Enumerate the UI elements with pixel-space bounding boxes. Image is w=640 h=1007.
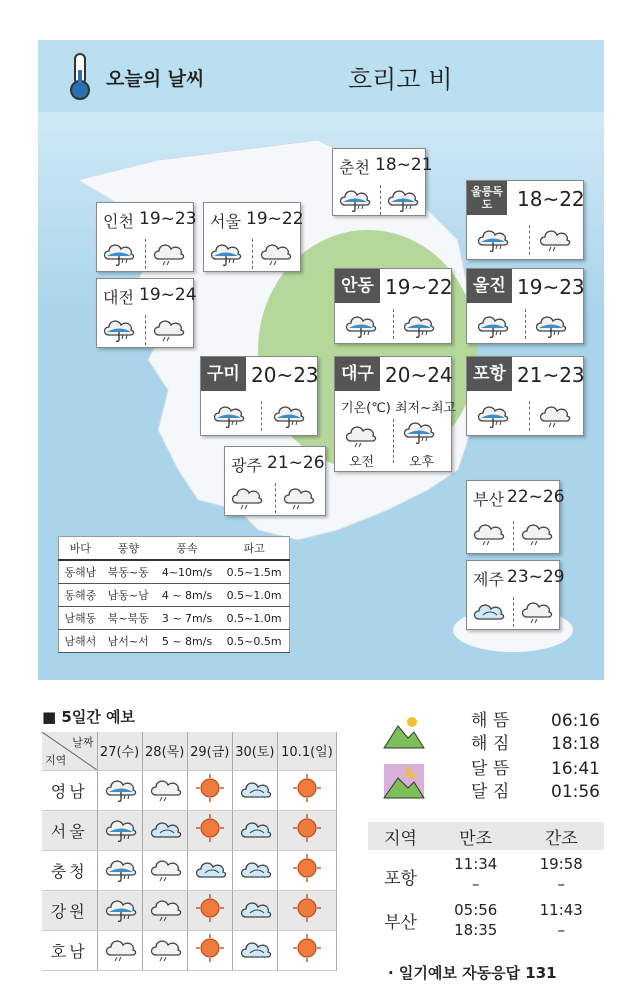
rain-icon — [271, 399, 305, 429]
sun-icon — [290, 952, 324, 967]
tide-table: 지역 만조 간조 포항 11:34 – 19:58 – 부산 05:56 18:35 11:43 – — [368, 822, 604, 940]
city-name: 제주 — [473, 570, 504, 589]
rain-icon — [103, 832, 137, 847]
city-temp: 21~26 — [267, 453, 325, 473]
legend-pm: 오후 — [409, 455, 435, 470]
city-temp: 19~22 — [385, 275, 453, 299]
city-temp: 19~24 — [139, 285, 197, 305]
cloud-icon — [151, 313, 185, 343]
table-row: 부산 05:56 18:35 11:43 – — [384, 901, 583, 939]
sun-icon — [193, 792, 227, 807]
table-row: 포항 11:34 – 19:58 – — [384, 855, 583, 893]
rain-icon — [337, 183, 371, 213]
partly-cloudy-icon — [148, 832, 182, 847]
city-card-incheon — [96, 202, 197, 272]
sea-header: 풍속 — [155, 537, 219, 561]
weather-condition: 흐리고 비 — [348, 65, 453, 94]
city-temp: 19~22 — [246, 209, 304, 229]
corner-cell: 날짜 지역 — [42, 732, 97, 770]
city-card-daejeon — [96, 278, 197, 348]
sun-icon — [290, 912, 324, 927]
table-row: 영남 — [42, 770, 337, 810]
city-card-gwangju — [224, 446, 326, 516]
cloud-icon — [103, 952, 137, 967]
city-name: 춘천 — [339, 158, 370, 177]
sun-icon — [193, 952, 227, 967]
legend-text: 기온(℃) 최저~최고 — [341, 401, 457, 416]
city-temp: 20~23 — [251, 363, 319, 387]
table-row: 서울 — [42, 810, 337, 850]
sea-header: 풍향 — [102, 537, 155, 561]
city-card-daegu — [334, 356, 457, 472]
sun-icon — [193, 912, 227, 927]
city-name: 광주 — [231, 456, 262, 475]
city-name: 울진 — [467, 269, 512, 303]
table-row: 동해남 북동~동 4~10m/s 0.5~1.5m — [59, 560, 290, 584]
rain-icon — [101, 313, 135, 343]
table-row: 남해서 남서~서 5 ~ 8m/s 0.5~0.5m — [59, 630, 290, 653]
rain-icon — [101, 237, 135, 267]
city-card-pohang — [466, 356, 584, 436]
cloud-icon — [229, 481, 263, 511]
footer-text: · 일기예보 자동응답 131 — [388, 964, 557, 982]
city-card-seoul — [203, 202, 304, 272]
day-header: 29(금) — [187, 732, 232, 770]
city-temp: 20~24 — [385, 363, 453, 387]
cloud-icon — [148, 872, 182, 887]
city-name: 포항 — [467, 357, 512, 391]
city-name: 인천 — [103, 212, 134, 231]
rain-icon — [385, 183, 419, 213]
day-header: 30(토) — [232, 732, 277, 770]
table-row: 충청 — [42, 850, 337, 890]
rain-icon — [401, 309, 435, 339]
sea-header: 바다 — [59, 537, 102, 561]
cloud-icon — [148, 912, 182, 927]
city-temp: 19~23 — [517, 275, 585, 299]
city-name: 안동 — [335, 269, 380, 303]
city-name: 대전 — [103, 288, 134, 307]
rain-icon — [211, 399, 245, 429]
city-temp: 21~23 — [517, 363, 585, 387]
city-temp: 23~29 — [507, 567, 565, 587]
city-card-busan — [466, 480, 565, 554]
partly-cloudy-icon — [193, 872, 227, 887]
rain-icon — [103, 912, 137, 927]
rain-icon — [103, 872, 137, 887]
page-title: 오늘의 날씨 — [106, 68, 205, 90]
sun-icon — [290, 872, 324, 887]
rain-icon — [475, 223, 509, 253]
partly-cloudy-icon — [471, 595, 505, 625]
city-card-chuncheon — [332, 148, 433, 216]
thermometer-icon — [66, 52, 94, 102]
partly-cloudy-icon — [238, 872, 272, 887]
partly-cloudy-icon — [238, 832, 272, 847]
partly-cloudy-icon — [238, 792, 272, 807]
sun-icon — [193, 832, 227, 847]
cloud-icon — [519, 517, 553, 547]
day-header: 28(목) — [142, 732, 187, 770]
city-temp: 19~23 — [139, 209, 197, 229]
sea-header: 파고 — [219, 537, 289, 561]
rain-icon — [475, 309, 509, 339]
table-row: 호남 — [42, 930, 337, 970]
rain-icon — [343, 309, 377, 339]
rain-icon — [208, 237, 242, 267]
city-card-gumi — [200, 356, 318, 436]
sea-table — [58, 536, 290, 653]
cloud-icon — [258, 237, 292, 267]
city-card-uljin — [466, 268, 584, 344]
cloud-icon — [148, 952, 182, 967]
city-name: 서울 — [210, 212, 241, 231]
cloud-icon — [471, 517, 505, 547]
cloud-icon — [537, 399, 571, 429]
city-card-andong — [334, 268, 452, 344]
cloud-icon — [537, 223, 571, 253]
day-header: 10.1(일) — [277, 732, 336, 770]
cloud-icon — [151, 237, 185, 267]
table-row: 강원 — [42, 890, 337, 930]
city-name: 구미 — [201, 357, 246, 391]
city-temp: 18~21 — [375, 155, 433, 175]
city-name: 부산 — [473, 490, 504, 509]
table-row: 동해중 남동~남 4 ~ 8m/s 0.5~1.0m — [59, 584, 290, 607]
partly-cloudy-icon — [238, 912, 272, 927]
forecast-title: ■ 5일간 예보 — [42, 708, 136, 726]
rain-icon — [475, 399, 509, 429]
cloud-icon — [148, 792, 182, 807]
moonrise-icon — [382, 762, 426, 800]
city-card-jeju — [466, 560, 565, 630]
day-header: 27(수) — [97, 732, 142, 770]
rain-icon — [103, 792, 137, 807]
forecast-table — [42, 732, 337, 971]
sun-icon — [290, 832, 324, 847]
city-temp: 22~26 — [507, 487, 565, 507]
cloud-icon — [519, 595, 553, 625]
sunrise-icon — [382, 712, 426, 750]
city-name: 울릉독도 — [467, 181, 507, 215]
cloud-icon — [343, 419, 377, 449]
rain-icon — [533, 309, 567, 339]
legend-am: 오전 — [349, 455, 375, 470]
rain-icon — [401, 415, 435, 445]
city-name: 대구 — [335, 357, 380, 391]
partly-cloudy-icon — [238, 952, 272, 967]
table-row: 남해동 북~북동 3 ~ 7m/s 0.5~1.0m — [59, 607, 290, 630]
city-card-ulleung — [466, 180, 584, 260]
sun-icon — [290, 792, 324, 807]
city-temp: 18~22 — [517, 187, 585, 211]
cloud-icon — [281, 481, 315, 511]
